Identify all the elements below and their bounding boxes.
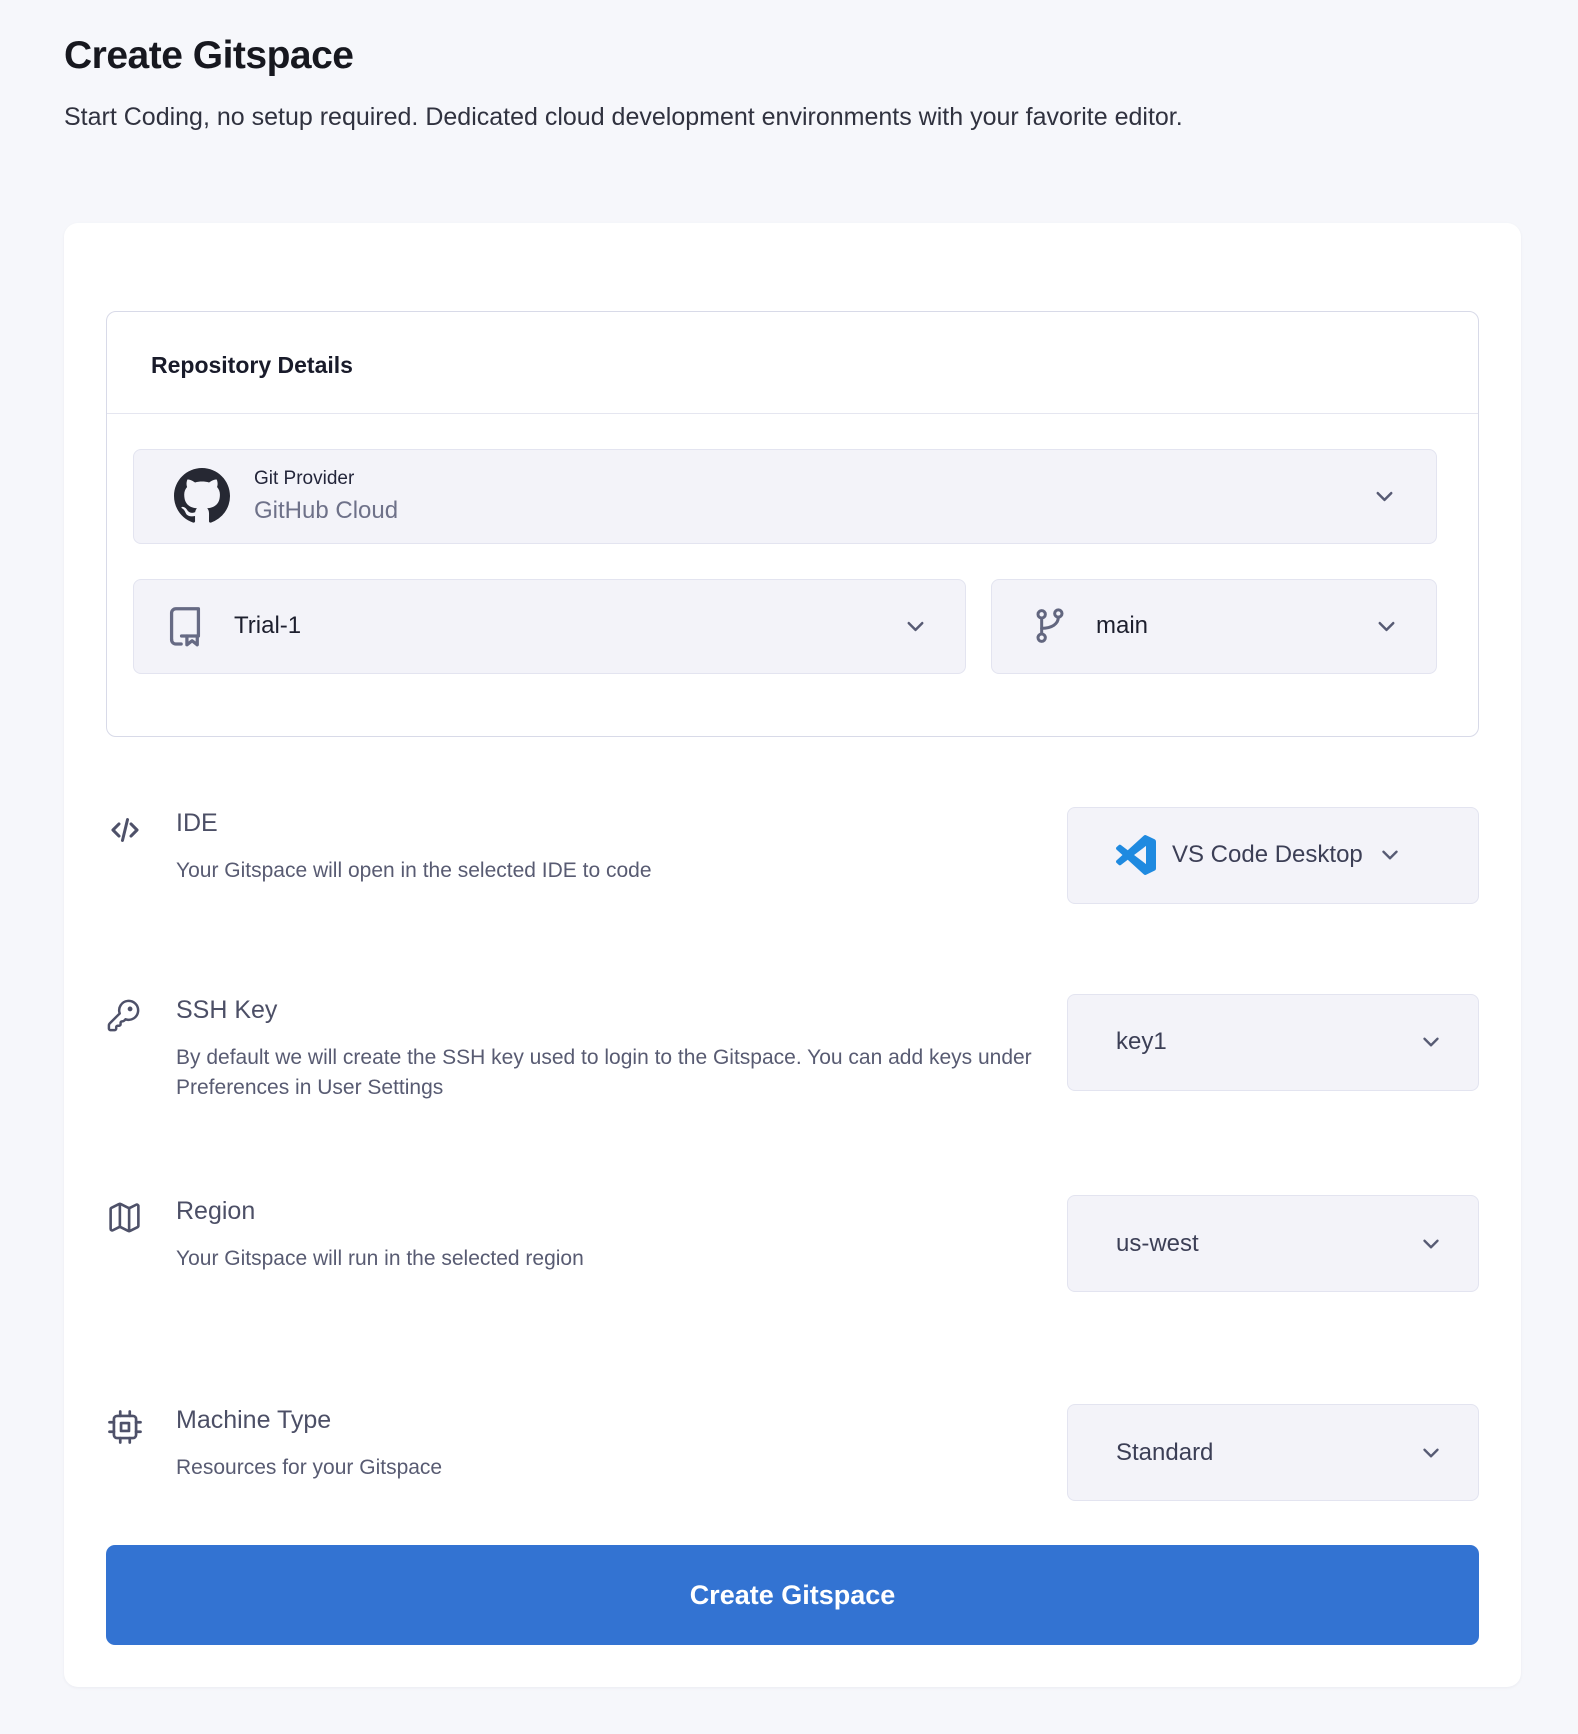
git-provider-select[interactable] <box>133 449 1437 544</box>
git-provider-label: Git Provider <box>254 467 355 489</box>
machine-type-select[interactable] <box>1067 1404 1479 1501</box>
repository-icon <box>162 603 208 649</box>
setting-text-machine-type <box>176 1404 442 1483</box>
page-header <box>0 0 1578 135</box>
setting-description-machine-type: Resources for your Gitspace <box>176 1456 443 1480</box>
repository-details-heading: Repository Details <box>151 351 353 378</box>
repository-details-card <box>106 311 1479 737</box>
machine-type-value: Standard <box>1116 1438 1214 1466</box>
map-icon <box>106 1199 144 1236</box>
code-icon <box>106 811 144 849</box>
branch-select[interactable] <box>991 579 1437 674</box>
vscode-icon <box>1116 835 1156 875</box>
page-subtitle: Start Coding, no setup required. Dedicated cloud development environments with your favorite editor. <box>64 103 1183 131</box>
setting-title-region: Region <box>176 1197 256 1226</box>
setting-text-ssh-key <box>176 994 1056 1104</box>
create-gitspace-button[interactable]: Create Gitspace <box>106 1545 1479 1645</box>
chevron-down-icon <box>1377 842 1403 868</box>
repository-select[interactable] <box>133 579 966 674</box>
git-branch-icon <box>1030 606 1070 646</box>
chevron-down-icon <box>1418 1440 1444 1466</box>
chevron-down-icon <box>1373 613 1400 640</box>
chevron-down-icon <box>902 613 929 640</box>
region-value: us-west <box>1116 1229 1199 1257</box>
repository-branch-row <box>133 579 1437 674</box>
chevron-down-icon <box>1418 1029 1444 1055</box>
repository-value: Trial-1 <box>234 612 302 639</box>
git-provider-text <box>254 468 398 525</box>
setting-description-region: Your Gitspace will run in the selected region <box>176 1247 584 1271</box>
branch-value: main <box>1096 612 1149 639</box>
key-icon <box>106 998 144 1033</box>
region-select[interactable] <box>1067 1195 1479 1292</box>
setting-row-ide <box>106 807 1479 904</box>
repository-details-body <box>107 414 1478 736</box>
chevron-down-icon <box>1418 1231 1444 1257</box>
setting-description-ide: Your Gitspace will open in the selected IDE to code <box>176 858 652 882</box>
cpu-icon <box>106 1408 144 1446</box>
setting-text-region <box>176 1195 584 1274</box>
ide-select[interactable] <box>1067 807 1479 904</box>
repository-details-header <box>107 312 1478 413</box>
ide-value: VS Code Desktop <box>1172 841 1363 868</box>
setting-row-ssh-key <box>106 994 1479 1104</box>
chevron-down-icon <box>1371 483 1398 510</box>
ssh-key-select[interactable] <box>1067 994 1479 1091</box>
page-title: Create Gitspace <box>64 34 354 77</box>
setting-title-machine-type: Machine Type <box>176 1406 332 1435</box>
setting-row-machine-type <box>106 1404 1479 1501</box>
github-icon <box>174 468 230 524</box>
gitspace-settings <box>106 807 1479 1502</box>
git-provider-value: GitHub Cloud <box>254 496 399 524</box>
setting-text-ide <box>176 807 652 886</box>
setting-title-ide: IDE <box>176 808 218 837</box>
create-gitspace-card <box>64 223 1521 1688</box>
setting-title-ssh-key: SSH Key <box>176 995 278 1024</box>
setting-description-ssh-key: By default we will create the SSH key used to login to the Gitspace. You can add keys under Preferences in User Settings <box>176 1045 1032 1099</box>
ssh-key-value: key1 <box>1116 1028 1167 1055</box>
setting-row-region <box>106 1195 1479 1292</box>
